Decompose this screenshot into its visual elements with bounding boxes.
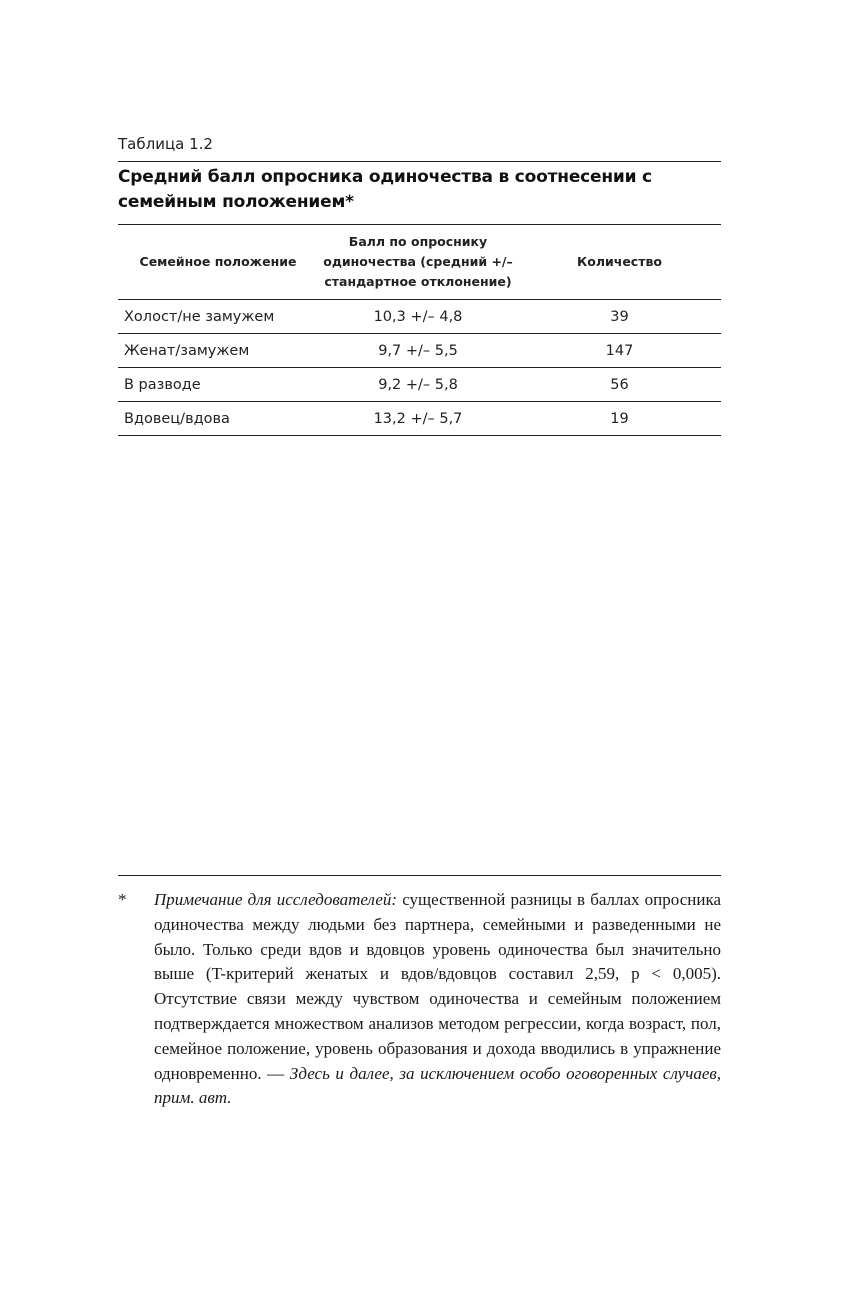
header-count: Количество: [518, 225, 721, 300]
footnote-body: существенной разницы в баллах опросника одиночества между людьми без партнера, семейными и разведенными не было. Только среди вдов и вдовцов уровень одиночества был значительно выше (T-критерий женатых и вдов/вдовцов составил 2,59, p < 0,005). Отсутствие связи между чувством одиночества и семейным положением подтверждается множеством анализов методом регрессии, когда возраст, пол, семейное положение, уровень образования и дохода вводились в упражнение одновременно. —: [154, 890, 721, 1083]
footnote-text: [154, 888, 721, 1111]
table-label: Таблица 1.2: [118, 135, 213, 153]
table-title: Средний балл опросника одиночества в соотнесении с семейным положением*: [118, 167, 652, 212]
footnote-lead: Примечание для исследователей:: [154, 890, 398, 909]
cell-status: В разводе: [118, 368, 318, 402]
table-header: [118, 225, 721, 300]
data-table: [118, 225, 721, 436]
cell-count: 39: [518, 300, 721, 334]
header-score-line-1: Балл по опроснику: [348, 234, 488, 249]
cell-score: 13,2 +/– 5,7: [318, 402, 518, 436]
cell-status: Женат/замужем: [118, 334, 318, 368]
footnote: [118, 888, 721, 1111]
table-row: [118, 334, 721, 368]
header-score-line-2: одиночества (средний +/–: [323, 254, 513, 269]
cell-count: 147: [518, 334, 721, 368]
cell-score: 9,2 +/– 5,8: [318, 368, 518, 402]
header-status: Семейное положение: [118, 225, 318, 300]
header-score-line-3: стандартное отклонение): [324, 274, 512, 289]
cell-status: Вдовец/вдова: [118, 402, 318, 436]
table-header-row: [118, 225, 721, 300]
table-row: [118, 300, 721, 334]
footnote-rule: [118, 875, 721, 876]
cell-score: 10,3 +/– 4,8: [318, 300, 518, 334]
cell-count: 19: [518, 402, 721, 436]
cell-score: 9,7 +/– 5,5: [318, 334, 518, 368]
table-row: [118, 402, 721, 436]
table-body: [118, 300, 721, 436]
cell-status: Холост/не замужем: [118, 300, 318, 334]
footnote-marker: *: [118, 890, 127, 909]
header-score: [318, 225, 518, 300]
table-top-rule: [118, 161, 721, 162]
table-row: [118, 368, 721, 402]
footnote-tail: Здесь и далее, за исключением особо оговоренных случаев, прим. авт.: [154, 1063, 721, 1108]
cell-count: 56: [518, 368, 721, 402]
